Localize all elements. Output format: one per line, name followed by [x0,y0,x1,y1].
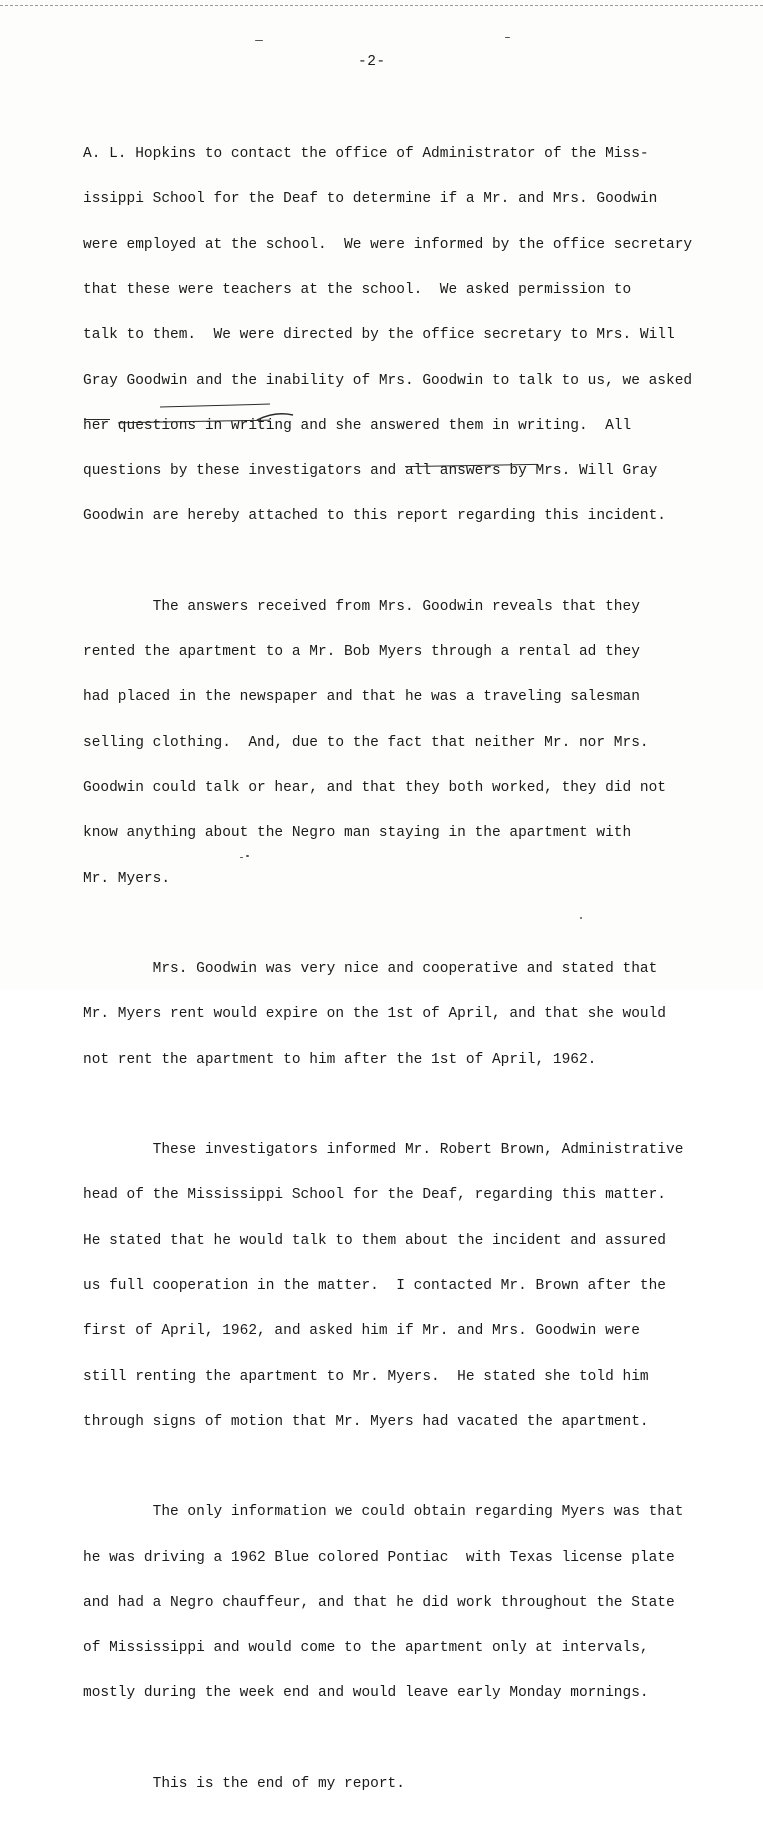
paragraph [83,1475,743,1732]
text-line: selling clothing. And, due to the fact that neither Mr. nor Mrs. [83,734,649,751]
text-line: head of the Mississippi School for the Deaf, regarding this matter. [83,1187,666,1204]
text-line: He stated that he would talk to them about the incident and assured [83,1232,666,1249]
text-line: The answers received from Mrs. Goodwin reveals that they [83,598,640,615]
text-line: and had a Negro chauffeur, and that he did work throughout the State [83,1594,675,1611]
text-line: had placed in the newspaper and that he was a traveling salesman [83,689,640,706]
text-line: of Mississippi and would come to the apartment only at intervals, [83,1640,649,1657]
pen-strike [84,419,110,420]
text-line: These investigators informed Mr. Robert Brown, Administrative [83,1142,684,1159]
text-line: through signs of motion that Mr. Myers had vacated the apartment. [83,1413,649,1430]
text-line: This is the end of my report. [83,1775,405,1792]
text-line: not rent the apartment to him after the 1st of April, 1962. [83,1051,597,1068]
paragraph [83,1747,743,1822]
text-line: questions by these investigators and all answers by Mrs. Will Gray [83,463,658,480]
text-line: issippi School for the Deaf to determine if a Mr. and Mrs. Goodwin [83,191,658,208]
report-body [83,117,743,1837]
text-line: talk to them. We were directed by the office secretary to Mrs. Will [83,327,675,344]
paragraph [83,117,743,555]
text-line: Goodwin are hereby attached to this report regarding this incident. [83,508,666,525]
text-line: Mr. Myers rent would expire on the 1st of April, and that she would [83,1006,666,1023]
text-line: first of April, 1962, and asked him if Mr. and Mrs. Goodwin were [83,1323,640,1340]
paragraph [83,570,743,917]
text-line: know anything about the Negro man staying in the apartment with [83,825,632,842]
text-line: Goodwin could talk or hear, and that they both worked, they did not [83,780,666,797]
text-line: her questions in writing and she answered them in writing. All [83,417,632,434]
text-line: A. L. Hopkins to contact the office of Administrator of the Miss- [83,146,649,163]
scan-speck [255,40,263,41]
text-line: Mr. Myers. [83,870,171,887]
page-top-edge [0,5,763,6]
text-line: Gray Goodwin and the inability of Mrs. Goodwin to talk to us, we asked [83,372,693,389]
text-line: mostly during the week end and would leave early Monday mornings. [83,1685,649,1702]
text-line: The only information we could obtain regarding Myers was that [83,1504,684,1521]
pen-curve [255,411,295,423]
scan-speck [505,37,510,38]
text-line: us full cooperation in the matter. I contacted Mr. Brown after the [83,1277,666,1294]
text-line: were employed at the school. We were informed by the office secretary [83,236,693,253]
text-line: that these were teachers at the school. We asked permission to [83,282,632,299]
text-line: rented the apartment to a Mr. Bob Myers through a rental ad they [83,644,640,661]
paragraph [83,932,743,1098]
page-number: -2- [358,54,386,70]
paragraph [83,1113,743,1460]
text-line: Mrs. Goodwin was very nice and cooperative and stated that [83,961,658,978]
text-line: still renting the apartment to Mr. Myers. He stated she told him [83,1368,649,1385]
text-line: he was driving a 1962 Blue colored Pontiac with Texas license plate [83,1549,675,1566]
